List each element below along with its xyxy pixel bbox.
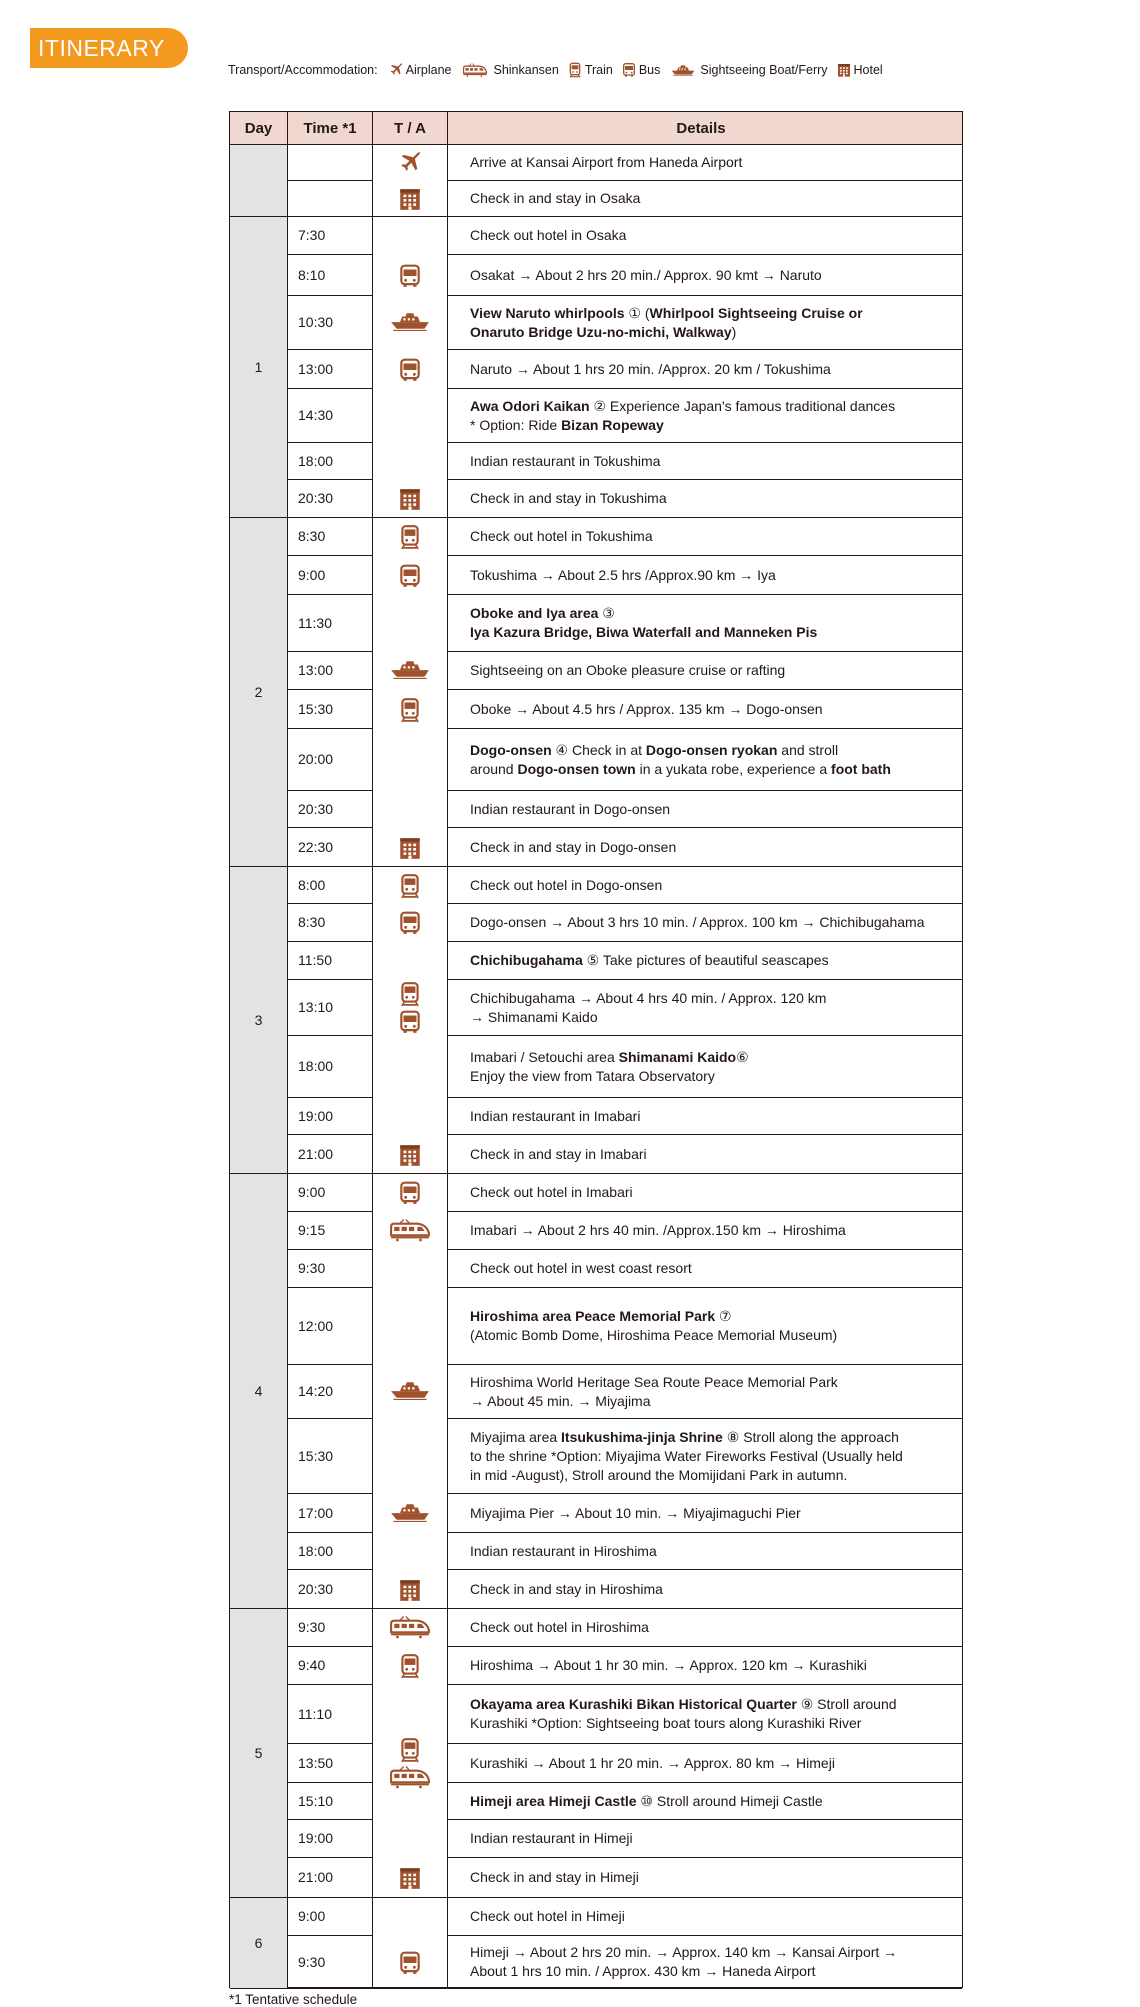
time-cell: 13:00 [288, 652, 373, 690]
details-cell [448, 1533, 962, 1570]
details-bold-text: Hiroshima area [470, 1308, 572, 1324]
transport-cell [373, 867, 448, 1174]
legend-item-label: Sightseeing Boat/Ferry [700, 63, 828, 77]
details-text: Check out hotel in Osaka [470, 227, 627, 243]
time-cell: 9:30 [288, 1609, 373, 1647]
time-cell [288, 145, 373, 181]
time-cell: 8:00 [288, 867, 373, 904]
airplane-icon [388, 62, 406, 78]
hotel-icon [397, 1577, 423, 1603]
train-icon [397, 1737, 423, 1763]
transport-cell [373, 1898, 448, 1989]
time-cell: 18:00 [288, 443, 373, 480]
details-cell [448, 145, 962, 181]
bus-icon [397, 1180, 423, 1206]
details-text: Dogo-onsen → About 3 hrs 10 min. / Approx. 100 km → Chichibugahama [470, 914, 925, 930]
details-line [470, 876, 954, 895]
boat-icon [390, 310, 430, 332]
details-cell [448, 729, 962, 791]
hotel-icon [397, 1142, 423, 1168]
time-cell: 19:00 [288, 1820, 373, 1858]
legend-item-hotel [836, 62, 883, 78]
details-bold-text: Himeji Castle [548, 1792, 637, 1809]
details-text: Hiroshima → About 1 hr 30 min. → Approx. 120 km → Kurashiki [470, 1657, 867, 1673]
shinkansen-icon [389, 1615, 431, 1639]
details-text: Check out hotel in Hiroshima [470, 1619, 649, 1635]
details-bold-text: foot bath [831, 760, 891, 777]
details-text: ⑨ Stroll around [796, 1696, 897, 1712]
legend-item-sightseeing-boat-ferry [668, 63, 827, 77]
details-cell [448, 518, 962, 556]
transport-cell [373, 1609, 448, 1898]
details-line [470, 1259, 954, 1278]
shinkansen-icon [389, 1218, 431, 1242]
itinerary-badge: ITINERARY [30, 28, 188, 68]
details-line [470, 989, 954, 1008]
legend-item-label: Shinkansen [493, 63, 559, 77]
legend-label: Transport/Accommodation: [228, 63, 378, 77]
details-text: (Atomic Bomb Dome, Hiroshima Peace Memorial Museum) [470, 1327, 838, 1343]
boat-icon [668, 64, 700, 76]
details-cell [448, 1820, 962, 1858]
bus-icon [397, 563, 423, 589]
details-text: Indian restaurant in Tokushima [470, 452, 661, 469]
details-cell [448, 1250, 962, 1288]
details-text: Check out hotel in Himeji [470, 1908, 625, 1924]
details-cell [448, 828, 962, 867]
boat-icon [390, 1501, 430, 1523]
time-cell: 21:00 [288, 1135, 373, 1174]
details-cell [448, 1174, 962, 1212]
details-bold-text: View Naruto whirlpools [470, 304, 625, 321]
time-cell: 11:30 [288, 595, 373, 652]
details-line [470, 623, 954, 642]
details-text: Imabari → About 2 hrs 40 min. /Approx.150 km → Hiroshima [470, 1222, 846, 1238]
details-bold-text: Kurashiki Bikan Historical Quarter [568, 1696, 797, 1712]
time-cell: 8:30 [288, 518, 373, 556]
details-cell [448, 980, 962, 1036]
details-text: * Option: Ride [470, 416, 562, 433]
details-line [470, 838, 954, 857]
details-text: and stroll [777, 741, 839, 758]
details-line [470, 1145, 954, 1164]
details-text: Arrive at Kansai Airport from Haneda Airport [470, 154, 743, 170]
details-cell [448, 1744, 962, 1783]
header-day: Day [230, 112, 288, 145]
details-line [470, 397, 954, 416]
details-text: Check out hotel in Imabari [470, 1184, 633, 1200]
hotel-icon [397, 486, 423, 512]
hotel-icon [397, 1865, 423, 1891]
details-cell [448, 217, 962, 255]
time-cell [288, 181, 373, 217]
details-line [470, 951, 954, 970]
time-cell: 9:40 [288, 1647, 373, 1685]
time-cell: 14:20 [288, 1365, 373, 1419]
header-ta: T / A [373, 112, 448, 145]
details-text: ⑦ [715, 1308, 732, 1324]
details-cell [448, 867, 962, 904]
time-cell: 9:30 [288, 1250, 373, 1288]
time-cell: 9:00 [288, 1174, 373, 1212]
details-line [470, 452, 954, 471]
time-cell: 22:30 [288, 828, 373, 867]
details-text: Indian restaurant in Himeji [470, 1830, 633, 1846]
details-cell [448, 1036, 962, 1098]
bus-icon [621, 62, 639, 78]
details-text: in mid -August), Stroll around the Momijidani Park in autumn. [470, 1466, 848, 1483]
details-bold-text: Peace Memorial Park [575, 1308, 716, 1324]
time-cell: 20:30 [288, 1570, 373, 1609]
boat-icon [390, 658, 430, 680]
details-line [470, 304, 954, 323]
legend-item-label: Train [584, 63, 613, 77]
time-cell: 13:00 [288, 350, 373, 389]
details-line [470, 1656, 954, 1675]
details-line [470, 189, 954, 208]
legend-item-label: Airplane [405, 63, 452, 77]
details-text: ⑤ Take pictures of beautiful seascapes [582, 952, 829, 968]
time-cell: 12:00 [288, 1288, 373, 1365]
details-cell [448, 1783, 962, 1820]
details-bold-text: Whirlpool Sightseeing Cruise or [649, 304, 863, 321]
time-cell: 15:30 [288, 690, 373, 729]
details-text: Imabari / Setouchi area [470, 1048, 619, 1065]
details-bold-text: Bizan Ropeway [561, 416, 664, 433]
time-cell: 15:10 [288, 1783, 373, 1820]
details-text: around [470, 760, 518, 777]
details-cell [448, 595, 962, 652]
details-text: Check in and stay in Imabari [470, 1145, 647, 1162]
details-cell [448, 1936, 962, 1989]
time-cell: 13:10 [288, 980, 373, 1036]
details-line [470, 1373, 954, 1392]
legend-item-shinkansen [459, 63, 558, 77]
details-cell [448, 1685, 962, 1744]
time-cell: 20:00 [288, 729, 373, 791]
details-cell [448, 1365, 962, 1419]
details-line [470, 1868, 954, 1887]
header-details: Details [448, 112, 962, 145]
details-line [470, 323, 954, 342]
details-line [470, 1504, 954, 1523]
details-bold-text: Itsukushima-jinja Shrine [561, 1428, 723, 1445]
time-cell: 14:30 [288, 389, 373, 443]
details-cell [448, 942, 962, 980]
details-text: ④ Check in at [551, 741, 646, 758]
time-cell: 20:30 [288, 791, 373, 828]
details-text: Enjoy the view from Tatara Observatory [470, 1067, 715, 1084]
details-line [470, 226, 954, 245]
day-cell: 1 [230, 217, 288, 518]
details-line [470, 1048, 954, 1067]
time-cell: 7:30 [288, 217, 373, 255]
details-text: in a yukata robe, experience a [635, 760, 832, 777]
time-cell: 9:00 [288, 556, 373, 595]
time-cell: 15:30 [288, 1419, 373, 1494]
legend-item-label: Hotel [853, 63, 883, 77]
details-line [470, 1943, 954, 1962]
day-cell: 4 [230, 1174, 288, 1609]
footnote: *1 Tentative schedule [229, 1992, 358, 2007]
details-cell [448, 296, 962, 350]
details-cell [448, 1858, 962, 1898]
details-text: ⑧ Stroll along the approach [722, 1428, 899, 1445]
details-line [470, 1829, 954, 1848]
details-text: to the shrine *Option: Miyajima Water Fireworks Festival (Usually held [470, 1447, 903, 1464]
details-text: About 1 hrs 10 min. / Approx. 430 km → Haneda Airport [470, 1963, 816, 1979]
hotel-icon [397, 835, 423, 861]
details-cell [448, 1135, 962, 1174]
details-text: Chichibugahama → About 4 hrs 40 min. / Approx. 120 km [470, 989, 827, 1006]
details-line [470, 1392, 954, 1411]
hotel-icon [397, 186, 423, 212]
time-cell: 21:00 [288, 1858, 373, 1898]
details-line [470, 1695, 954, 1714]
details-text: Check out hotel in Dogo-onsen [470, 876, 663, 893]
details-line [470, 1714, 954, 1733]
details-cell [448, 255, 962, 296]
details-line [470, 1183, 954, 1202]
day-cell: 6 [230, 1898, 288, 1989]
details-text: Oboke → About 4.5 hrs / Approx. 135 km → Dogo-onsen [470, 700, 823, 717]
details-line [470, 1428, 954, 1447]
details-line [470, 1792, 954, 1811]
details-cell [448, 1288, 962, 1365]
shinkansen-icon [389, 1765, 431, 1789]
time-cell: 11:50 [288, 942, 373, 980]
details-cell [448, 389, 962, 443]
details-text: Kurashiki → About 1 hr 20 min. → Approx. 80 km → Himeji [470, 1754, 835, 1771]
details-line [470, 1067, 954, 1086]
details-line [470, 266, 954, 285]
details-line [470, 1466, 954, 1485]
details-line [470, 1307, 954, 1326]
time-cell: 10:30 [288, 296, 373, 350]
bus-icon [397, 263, 423, 289]
details-bold-text: Dogo-onsen town [517, 760, 636, 777]
details-cell [448, 1494, 962, 1533]
details-cell [448, 1098, 962, 1135]
day-cell: 5 [230, 1609, 288, 1898]
details-text: Indian restaurant in Hiroshima [470, 1542, 657, 1559]
bus-icon [397, 910, 423, 936]
details-text: Indian restaurant in Imabari [470, 1107, 641, 1124]
day-cell: 3 [230, 867, 288, 1174]
details-line [470, 604, 954, 623]
details-line [470, 1221, 954, 1240]
details-text: Check in and stay in Hiroshima [470, 1580, 663, 1597]
bus-icon [397, 1950, 423, 1976]
details-text: Check in and stay in Tokushima [470, 490, 667, 506]
details-text: Miyajima Pier → About 10 min. → Miyajimaguchi Pier [470, 1504, 801, 1521]
details-line [470, 360, 954, 379]
transport-cell [373, 1174, 448, 1609]
time-cell: 19:00 [288, 1098, 373, 1135]
train-icon [397, 524, 423, 550]
details-text: Himeji → About 2 hrs 20 min. → Approx. 140 km → Kansai Airport → [470, 1944, 898, 1960]
day-cell [230, 145, 288, 217]
transport-cell [373, 145, 448, 217]
bus-icon [397, 1009, 423, 1035]
details-line [470, 1542, 954, 1561]
details-line [470, 1580, 954, 1599]
details-text: Indian restaurant in Dogo-onsen [470, 800, 671, 817]
details-text: → About 45 min. → Miyajima [470, 1392, 651, 1409]
train-icon [397, 873, 423, 899]
header-time: Time *1 [288, 112, 373, 145]
legend-item-label: Bus [638, 63, 661, 77]
transport-legend [228, 58, 891, 82]
details-bold-text: Chichibugahama [470, 952, 583, 968]
train-icon [397, 981, 423, 1007]
legend-item-airplane [388, 62, 452, 78]
details-cell [448, 791, 962, 828]
details-cell [448, 652, 962, 690]
details-text: ⑩ Stroll around Himeji Castle [636, 1792, 823, 1809]
time-cell: 9:15 [288, 1212, 373, 1250]
time-cell: 20:30 [288, 480, 373, 518]
details-bold-text: Iya Kazura Bridge, Biwa Waterfall and Manneken Pis [470, 624, 818, 640]
details-bold-text: Okayama area [470, 1696, 565, 1712]
transport-cell [373, 518, 448, 867]
time-cell: 11:10 [288, 1685, 373, 1744]
train-icon [397, 697, 423, 723]
details-cell [448, 1419, 962, 1494]
details-line [470, 760, 954, 779]
time-cell: 18:00 [288, 1036, 373, 1098]
train-icon [567, 62, 585, 78]
details-cell [448, 1212, 962, 1250]
details-text: → Shimanami Kaido [470, 1008, 598, 1025]
details-text: Check in and stay in Osaka [470, 190, 641, 206]
details-line [470, 700, 954, 719]
details-cell [448, 556, 962, 595]
details-bold-text: Awa Odori Kaikan [470, 397, 590, 414]
airplane-icon [397, 150, 423, 176]
details-cell [448, 1898, 962, 1936]
details-bold-text: Onaruto Bridge Uzu-no-michi, Walkway [470, 323, 732, 340]
details-text: ③ [598, 605, 615, 621]
legend-item-train [567, 62, 613, 78]
details-cell [448, 181, 962, 217]
train-icon [397, 1653, 423, 1679]
bus-icon [397, 357, 423, 383]
time-cell: 17:00 [288, 1494, 373, 1533]
time-cell: 18:00 [288, 1533, 373, 1570]
details-text: Check in and stay in Dogo-onsen [470, 838, 677, 855]
details-line [470, 800, 954, 819]
details-line [470, 527, 954, 546]
details-bold-text: Dogo-onsen ryokan [645, 741, 778, 758]
shinkansen-icon [459, 63, 493, 77]
itinerary-table [229, 111, 963, 1988]
details-text: ② Experience Japan's famous traditional dances [589, 397, 896, 414]
details-text: Tokushima → About 2.5 hrs /Approx.90 km → Iya [470, 566, 776, 583]
details-line [470, 153, 954, 172]
details-text: Check out hotel in Tokushima [470, 528, 653, 544]
details-text: Check out hotel in west coast resort [470, 1260, 692, 1276]
time-cell: 8:10 [288, 255, 373, 296]
details-line [470, 1618, 954, 1637]
details-bold-text: Oboke and Iya area [470, 605, 599, 621]
details-line [470, 566, 954, 585]
details-text: ⑥ [736, 1048, 749, 1065]
time-cell: 9:00 [288, 1898, 373, 1936]
details-line [470, 741, 954, 760]
details-text: Kurashiki *Option: Sightseeing boat tours along Kurashiki River [470, 1715, 862, 1731]
details-text: Hiroshima World Heritage Sea Route Peace Memorial Park [470, 1373, 838, 1390]
details-bold-text: Dogo-onsen [470, 741, 552, 758]
details-line [470, 661, 954, 680]
details-line [470, 1907, 954, 1926]
details-line [470, 1754, 954, 1773]
transport-cell [373, 217, 448, 518]
details-cell [448, 350, 962, 389]
details-line [470, 1107, 954, 1126]
details-line [470, 1008, 954, 1027]
legend-item-bus [621, 62, 661, 78]
time-cell: 8:30 [288, 904, 373, 942]
details-line [470, 416, 954, 435]
details-line [470, 1447, 954, 1466]
details-text: ① ( [624, 304, 650, 321]
details-text: Sightseeing on an Oboke pleasure cruise or rafting [470, 662, 786, 678]
details-line [470, 913, 954, 932]
details-bold-text: Himeji area [470, 1792, 545, 1809]
details-cell [448, 690, 962, 729]
details-text: Miyajima area [470, 1428, 562, 1445]
details-text: Naruto → About 1 hrs 20 min. /Approx. 20 km / Tokushima [470, 360, 831, 377]
details-line [470, 1962, 954, 1981]
details-cell [448, 904, 962, 942]
details-text: Osakat → About 2 hrs 20 min./ Approx. 90 kmt → Naruto [470, 266, 822, 283]
details-text: ) [731, 323, 737, 340]
details-text: Check in and stay in Himeji [470, 1869, 639, 1885]
details-bold-text: Shimanami Kaido [618, 1048, 737, 1065]
day-cell: 2 [230, 518, 288, 867]
boat-icon [390, 1379, 430, 1401]
details-line [470, 489, 954, 508]
time-cell: 13:50 [288, 1744, 373, 1783]
details-cell [448, 1647, 962, 1685]
details-cell [448, 480, 962, 518]
time-cell: 9:30 [288, 1936, 373, 1989]
details-cell [448, 1609, 962, 1647]
details-line [470, 1326, 954, 1345]
details-cell [448, 443, 962, 480]
hotel-icon [836, 62, 854, 78]
details-cell [448, 1570, 962, 1609]
